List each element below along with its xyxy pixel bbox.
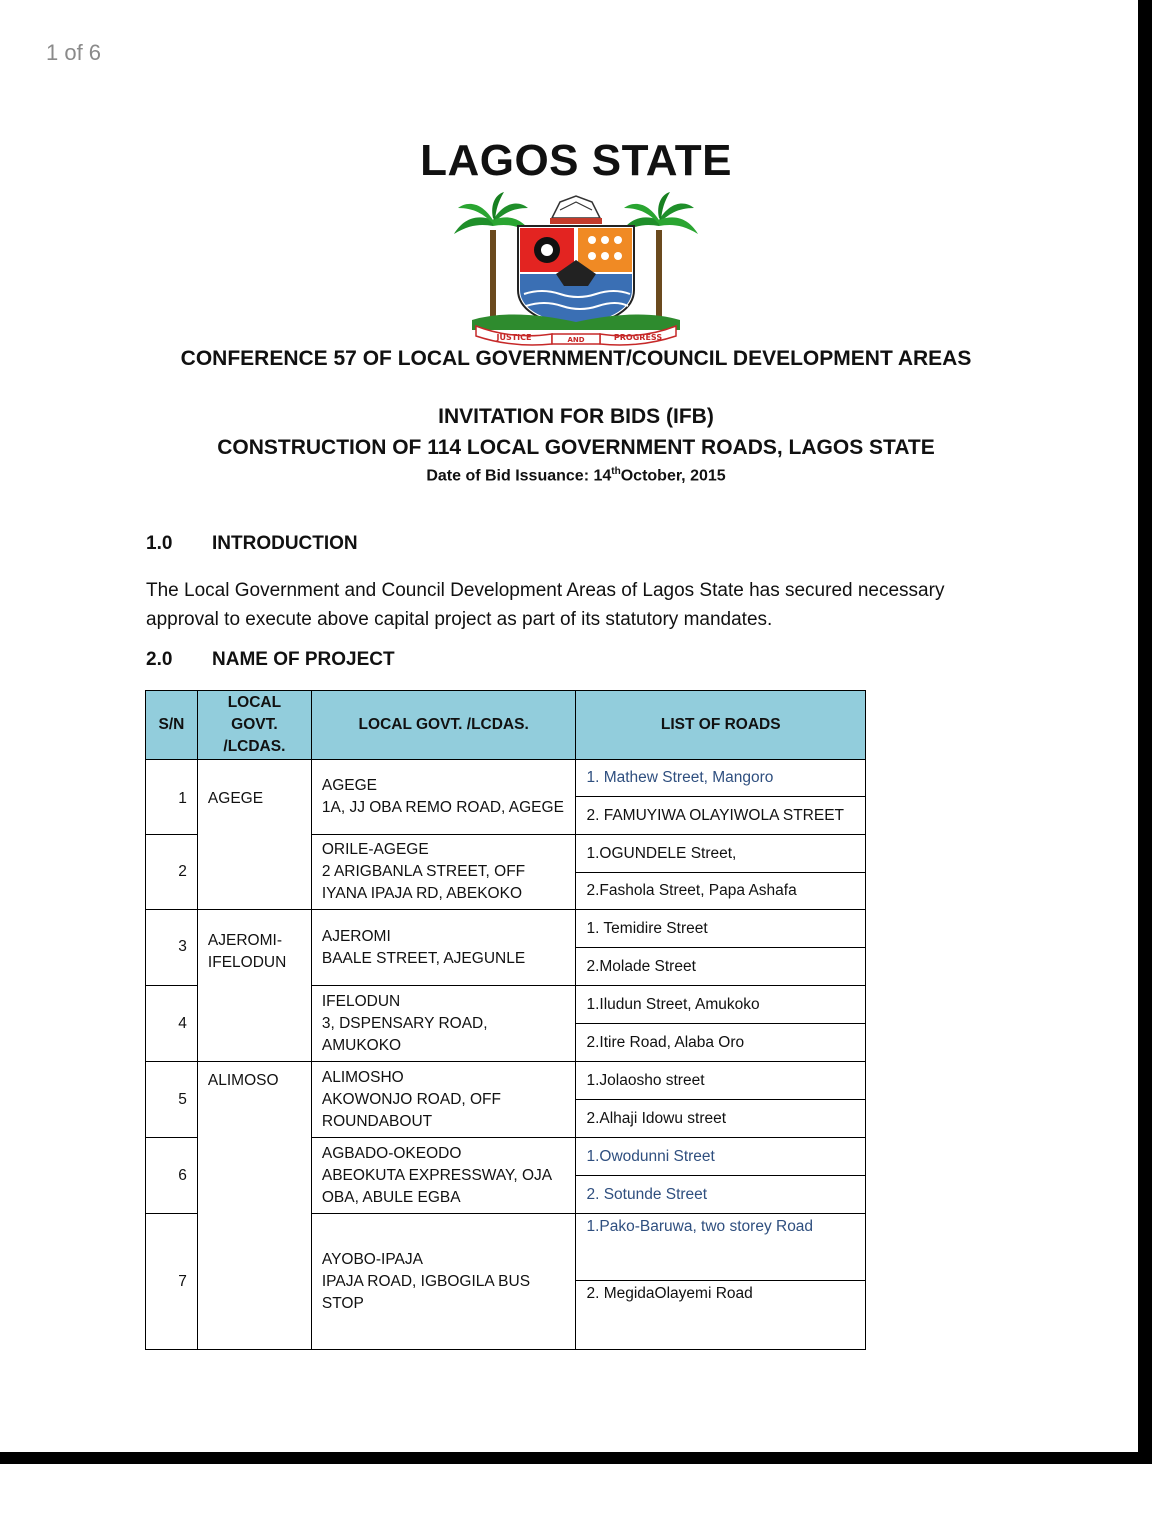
- date-superscript: th: [611, 466, 621, 477]
- lcda-address: 2 ARIGBANLA STREET, OFF: [321, 863, 526, 880]
- lcda-address: AKOWONJO ROAD, OFF: [321, 1090, 501, 1108]
- section-heading-project: [146, 649, 395, 671]
- page-break-divider: [0, 1452, 1152, 1464]
- lcda-name: ALIMOSHO: [321, 1068, 404, 1086]
- table-header-row: [146, 691, 866, 760]
- header-lcda: LOCAL GOVT. /LCDAS.: [311, 691, 576, 760]
- introduction-paragraph: [146, 576, 1006, 634]
- road-item: 1.Jolaosho street: [576, 1062, 866, 1100]
- lcda-name: AYOBO-IPAJA: [321, 1250, 423, 1268]
- row-lcda: [311, 1062, 576, 1138]
- lcda-name: AGEGE: [321, 777, 378, 794]
- lcda-address: 1A, JJ OBA REMO ROAD, AGEGE: [321, 799, 564, 816]
- project-roads-table: [145, 690, 866, 1350]
- row-lcda: [311, 1138, 576, 1214]
- lcda-address: BAALE STREET, AJEGUNLE: [321, 949, 526, 967]
- section-title: NAME OF PROJECT: [212, 649, 395, 670]
- lcda-name: AGBADO-OKEODO: [321, 1144, 462, 1162]
- row-sn: 4: [146, 986, 198, 1062]
- row-local-govt: ALIMOSO: [197, 1062, 311, 1350]
- road-item: 1.OGUNDELE Street,: [576, 835, 866, 873]
- row-local-govt: AGEGE: [197, 760, 311, 910]
- road-item: 2.Itire Road, Alaba Oro: [576, 1024, 866, 1062]
- lcda-address: OBA, ABULE EGBA: [321, 1188, 461, 1206]
- lcda-name: IFELODUN: [321, 992, 401, 1010]
- road-item: 2.Alhaji Idowu street: [576, 1100, 866, 1138]
- page-edge-right: [1138, 0, 1152, 1452]
- intro-line: approval to execute above capital project as part of its statutory mandates.: [146, 609, 773, 630]
- lg-line: AJEROMI-: [207, 932, 282, 949]
- row-sn: 2: [146, 835, 198, 910]
- lcda-name: AJEROMI: [321, 927, 391, 945]
- header-line: /LCDAS.: [223, 738, 286, 755]
- crest-motto-left: JUSTICE: [496, 333, 532, 342]
- road-item: 1. Temidire Street: [576, 910, 866, 948]
- road-item: 1.Iludun Street, Amukoko: [576, 986, 866, 1024]
- section-number: 2.0: [146, 649, 173, 670]
- road-item: 2.Fashola Street, Papa Ashafa: [576, 873, 866, 910]
- header-line: LOCAL: [227, 694, 282, 711]
- road-item: 2.Molade Street: [576, 948, 866, 986]
- ifb-heading: INVITATION FOR BIDS (IFB): [438, 405, 714, 428]
- header-sn: S/N: [146, 691, 198, 760]
- road-item: 1.Pako-Baruwa, two storey Road: [576, 1214, 866, 1281]
- row-local-govt: [197, 910, 311, 1062]
- row-sn: 3: [146, 910, 198, 986]
- road-item: 1. Mathew Street, Mangoro: [576, 760, 866, 797]
- road-item: 2. Sotunde Street: [576, 1176, 866, 1214]
- row-sn: 7: [146, 1214, 198, 1350]
- construction-heading: CONSTRUCTION OF 114 LOCAL GOVERNMENT ROADS, LAGOS STATE: [217, 436, 935, 459]
- row-lcda: [311, 1214, 576, 1350]
- table-row: [146, 760, 866, 797]
- table-row: [146, 1062, 866, 1100]
- date-prefix: Date of Bid Issuance: 14: [426, 467, 612, 485]
- row-lcda: [311, 910, 576, 986]
- section-title: INTRODUCTION: [212, 533, 358, 554]
- table-row: [146, 910, 866, 948]
- lcda-address: 3, DSPENSARY ROAD, AMUKOKO: [321, 1014, 488, 1054]
- bid-issuance-date: [0, 466, 1152, 485]
- section-number: 1.0: [146, 533, 173, 554]
- road-item: 2. FAMUYIWA OLAYIWOLA STREET: [576, 797, 866, 835]
- conference-heading: CONFERENCE 57 OF LOCAL GOVERNMENT/COUNCIL DEVELOPMENT AREAS: [180, 347, 972, 370]
- page-indicator: 1 of 6: [46, 40, 102, 65]
- header-local-govt: [197, 691, 311, 760]
- lg-line: IFELODUN: [207, 954, 287, 971]
- row-sn: 5: [146, 1062, 198, 1138]
- lcda-address: IPAJA ROAD, IGBOGILA BUS: [321, 1272, 531, 1290]
- lagos-coat-of-arms-logo: [452, 190, 700, 346]
- row-lcda: [311, 986, 576, 1062]
- crest-motto-middle: AND: [567, 336, 585, 344]
- section-heading-introduction: [146, 533, 358, 555]
- row-lcda: [311, 835, 576, 910]
- crest-motto-right: PROGRESS: [613, 333, 663, 342]
- lcda-address: IYANA IPAJA RD, ABEKOKO: [321, 885, 523, 902]
- row-lcda: [311, 760, 576, 835]
- lcda-name: ORILE-AGEGE: [321, 841, 429, 858]
- document-title: LAGOS STATE: [420, 136, 732, 185]
- lcda-address: STOP: [321, 1294, 364, 1312]
- lcda-address: ROUNDABOUT: [321, 1112, 433, 1130]
- header-list-of-roads: LIST OF ROADS: [576, 691, 866, 760]
- row-sn: 1: [146, 760, 198, 835]
- road-item: 2. MegidaOlayemi Road: [576, 1281, 866, 1350]
- intro-line: The Local Government and Council Development Areas of Lagos State has secured necessary: [146, 580, 945, 601]
- row-sn: 6: [146, 1138, 198, 1214]
- road-item: 1.Owodunni Street: [576, 1138, 866, 1176]
- lcda-address: ABEOKUTA EXPRESSWAY, OJA: [321, 1166, 553, 1184]
- date-suffix: October, 2015: [620, 467, 726, 485]
- header-line: GOVT.: [231, 716, 278, 733]
